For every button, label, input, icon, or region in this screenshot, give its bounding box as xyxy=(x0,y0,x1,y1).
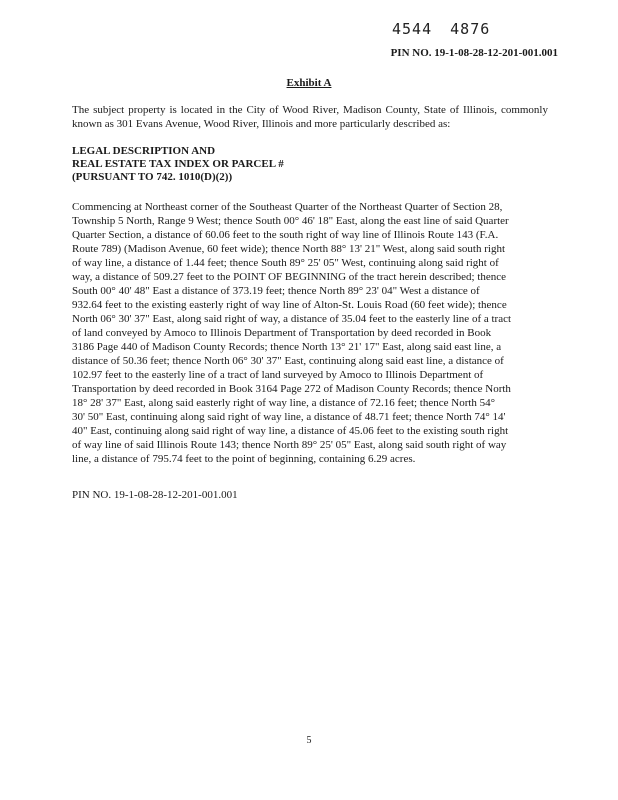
legal-line: of land conveyed by Amoco to Illinois Department of Transportation by deed recorded in Book xyxy=(72,327,492,339)
exhibit-title: Exhibit A xyxy=(286,77,332,89)
legal-line: distance of 50.36 feet; thence North 06° 30' 37" East, continuing along said east line, a distance of xyxy=(72,355,504,367)
legal-line: 102.97 feet to the easterly line of a tract of land surveyed by Amoco to Illinois Department of xyxy=(72,369,484,381)
pin-number-header: PIN NO. 19-1-08-28-12-201-001.001 xyxy=(390,47,558,59)
legal-line: 932.64 feet to the existing easterly right of way line of Alton-St. Louis Road (60 feet wide); thence xyxy=(72,299,507,311)
legal-line: 18° 28' 37" East, along said easterly right of way line, a distance of 72.16 feet; thence North 54° xyxy=(72,397,496,409)
heading-line: LEGAL DESCRIPTION AND xyxy=(72,145,216,157)
legal-line: 40" East, continuing along said right of way line, a distance of 45.06 feet to the existing south right xyxy=(72,425,509,437)
legal-line: Route 789) (Madison Avenue, 60 feet wide); thence North 88° 13' 21" West, along said south right xyxy=(72,243,506,255)
intro-paragraph: The subject property is located in the City of Wood River, Madison County, State of Illinois, commonly known as 301 Evans Avenue, Wood River, Illinois and more particularly described as: xyxy=(72,104,548,130)
legal-line: of way line of said Illinois Route 143; thence North 89° 25' 05" East, along said south right of way xyxy=(72,439,507,451)
legal-line: way, a distance of 509.27 feet to the POINT OF BEGINNING of the tract herein described; thence xyxy=(72,271,507,283)
heading-line: REAL ESTATE TAX INDEX OR PARCEL # xyxy=(72,158,284,170)
legal-line: Township 5 North, Range 9 West; thence South 00° 46' 18" East, along the east line of said Quarter xyxy=(72,215,509,227)
legal-line: South 00° 40' 48" East a distance of 373.19 feet; thence North 89° 23' 04" West a distance of xyxy=(72,285,480,297)
heading-line: (PURSUANT TO 742. 1010(D)(2)) xyxy=(72,171,233,183)
legal-line: line, a distance of 795.74 feet to the point of beginning, containing 6.29 acres. xyxy=(72,453,416,465)
page-number: 5 xyxy=(306,735,312,746)
book-page-stamp: 4544 4876 xyxy=(392,20,491,38)
pin-number-footer: PIN NO. 19-1-08-28-12-201-001.001 xyxy=(72,489,238,501)
legal-line: 30' 50" East, continuing along said right of way line, a distance of 48.71 feet; thence North 74° 14' xyxy=(72,411,506,423)
legal-description-body xyxy=(72,200,554,466)
legal-line: Commencing at Northeast corner of the Southeast Quarter of the Northeast Quarter of Section 28, xyxy=(72,201,503,213)
legal-line: 3186 Page 440 of Madison County Records; thence North 13° 21' 17" East, along said east line, a xyxy=(72,341,502,353)
legal-line: Transportation by deed recorded in Book 3164 Page 272 of Madison County Records; thence North xyxy=(72,383,511,395)
legal-line: of way line, a distance of 1.44 feet; thence South 89° 25' 05" West, continuing along said right of xyxy=(72,257,499,269)
legal-line: Quarter Section, a distance of 60.06 feet to the south right of way line of Illinois Route 143 (F.A. xyxy=(72,229,499,241)
legal-description-heading xyxy=(72,145,284,184)
legal-line: North 06° 30' 37" East, along said right of way, a distance of 35.04 feet to the easterly line of a tract xyxy=(72,313,512,325)
